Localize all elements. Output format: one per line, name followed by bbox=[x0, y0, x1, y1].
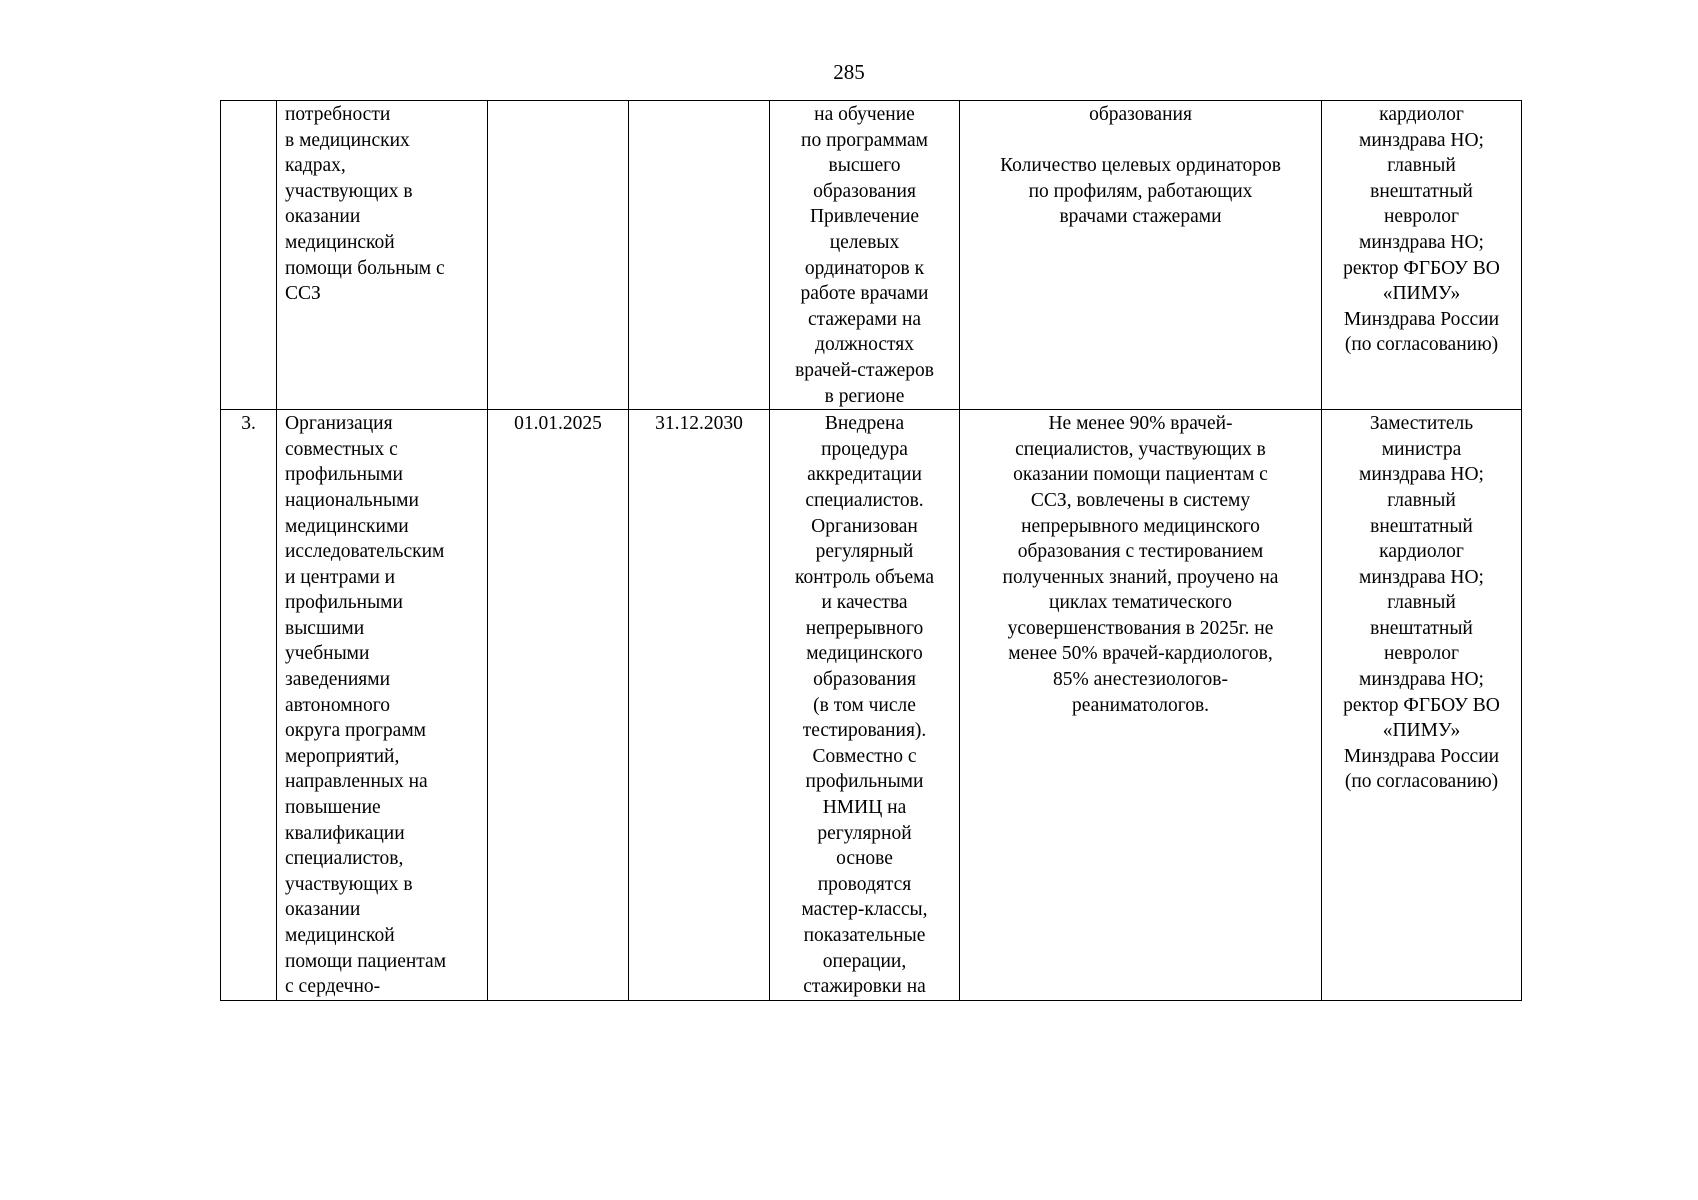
page-number: 285 bbox=[833, 60, 865, 84]
table-row bbox=[221, 101, 1522, 410]
cell-text-line: заведениями bbox=[285, 669, 391, 691]
cell-text-line: регулярной bbox=[817, 822, 912, 844]
responsible-cell bbox=[1322, 101, 1522, 410]
cell-text-line: Совместно с bbox=[812, 745, 917, 767]
indicator-cell bbox=[960, 410, 1322, 1001]
cell-text-line: целевых bbox=[829, 231, 900, 253]
table-body bbox=[221, 101, 1522, 1001]
cell-text-line: высшими bbox=[285, 617, 365, 639]
cell-text-line: аккредитации bbox=[807, 464, 922, 486]
cell-text-line: врачей-стажеров bbox=[795, 359, 934, 381]
cell-text-line: (по согласованию) bbox=[1344, 771, 1499, 793]
cell-text-line: Организован bbox=[811, 515, 918, 537]
cell-text-line: оказании bbox=[285, 206, 361, 228]
cell-text-line: 31.12.2030 bbox=[655, 413, 743, 435]
cell-text-line: операции, bbox=[822, 950, 907, 972]
cell-text-line: Не менее 90% врачей- bbox=[1048, 413, 1233, 435]
cell-text-line: с сердечно- bbox=[285, 976, 381, 998]
cell-text-line: контроль объема bbox=[795, 566, 934, 588]
cell-text-line: невролог bbox=[1383, 643, 1460, 665]
cell-text-line: в медицинских bbox=[285, 129, 410, 151]
cell-text-line: ССЗ, вовлечены в систему bbox=[1030, 489, 1251, 511]
cell-text-line: и качества bbox=[821, 592, 908, 614]
cell-text-line: главный bbox=[1387, 592, 1456, 614]
cell-text-line: повышение bbox=[285, 797, 381, 819]
cell-text-line: минздрава НО; bbox=[1359, 231, 1484, 253]
cell-text-line: профильными bbox=[805, 771, 924, 793]
cell-text-line: помощи пациентам bbox=[285, 950, 447, 972]
cell-text-line: медицинскими bbox=[285, 515, 409, 537]
cell-text-line: минздрава НО; bbox=[1359, 669, 1484, 691]
cell-text-line: образования bbox=[813, 180, 916, 202]
cell-text-line: мероприятий, bbox=[285, 745, 400, 767]
measures-table bbox=[220, 100, 1522, 1001]
indicator-cell bbox=[960, 101, 1322, 410]
cell-text-line: по профилям, работающих bbox=[1028, 180, 1253, 202]
cell-text-line: главный bbox=[1387, 155, 1456, 177]
cell-text-line: медицинского bbox=[806, 643, 923, 665]
cell-text-line: медицинской bbox=[285, 925, 395, 946]
cell-text-line: непрерывного bbox=[805, 617, 924, 639]
cell-text-line: по программам bbox=[801, 129, 928, 151]
cell-text-line: профильными bbox=[285, 464, 403, 486]
cell-text-line: ректор ФГБОУ ВО bbox=[1343, 257, 1500, 279]
cell-text-line: образования с тестированием bbox=[1017, 541, 1264, 563]
cell-text-line: кардиолог bbox=[1379, 541, 1464, 563]
cell-text-line: НМИЦ на bbox=[822, 797, 907, 819]
cell-text-line: в регионе bbox=[824, 385, 905, 407]
cell-text-line: образования bbox=[813, 669, 916, 691]
cell-text-line: внештатный bbox=[1370, 617, 1473, 639]
cell-text-line: потребности bbox=[285, 104, 391, 125]
cell-text-line: минздрава НО; bbox=[1359, 464, 1484, 486]
cell-text-line: (по согласованию) bbox=[1344, 334, 1499, 356]
cell-text-line: образования bbox=[1089, 104, 1192, 125]
cell-text-line: специалистов. bbox=[805, 489, 924, 511]
cell-text-line: помощи больным с bbox=[285, 257, 445, 279]
cell-text-line: минздрава НО; bbox=[1359, 129, 1484, 151]
cell-text-line: оказании bbox=[285, 899, 361, 921]
cell-text-line: направленных на bbox=[285, 771, 428, 793]
cell-text-line: Минздрава России bbox=[1343, 308, 1500, 330]
cell-text-line: 85% анестезиологов- bbox=[1053, 669, 1228, 691]
cell-text-line: должностях bbox=[815, 334, 914, 356]
cell-text-line: исследовательским bbox=[285, 541, 445, 563]
cell-text-line: специалистов, участвующих в bbox=[1015, 438, 1266, 460]
cell-text-line: врачами стажерами bbox=[1059, 206, 1222, 228]
cell-text-line: Внедрена bbox=[824, 413, 905, 435]
cell-text-line: работе врачами bbox=[800, 283, 929, 305]
cell-text-line: реаниматологов. bbox=[1071, 694, 1210, 716]
cell-text-line: Организация bbox=[285, 413, 393, 435]
cell-text-line: профильными bbox=[285, 592, 403, 614]
cell-text-line: невролог bbox=[1383, 206, 1460, 228]
end-date-cell bbox=[629, 410, 770, 1001]
activity-cell bbox=[277, 410, 488, 1001]
cell-text-line: главный bbox=[1387, 489, 1456, 511]
cell-text-line: Минздрава России bbox=[1343, 745, 1500, 767]
cell-text-line: внештатный bbox=[1370, 180, 1473, 202]
cell-text-line: учебными bbox=[285, 643, 370, 665]
cell-text-line: тестирования). bbox=[802, 720, 927, 742]
result-cell bbox=[770, 101, 960, 410]
result-cell bbox=[770, 410, 960, 1001]
cell-text-line: ординаторов к bbox=[804, 257, 925, 279]
cell-text-line: «ПИМУ» bbox=[1382, 283, 1461, 305]
cell-text-line: Количество целевых ординаторов bbox=[1000, 155, 1281, 177]
table-row bbox=[221, 410, 1522, 1001]
cell-text-line: Заместитель bbox=[1369, 413, 1474, 435]
cell-text-line: совместных с bbox=[285, 438, 398, 460]
responsible-cell bbox=[1322, 410, 1522, 1001]
cell-text-line: ССЗ bbox=[285, 283, 321, 305]
cell-text-line: округа программ bbox=[285, 720, 427, 742]
cell-text-line: показательные bbox=[803, 925, 926, 946]
cell-text-line: процедура bbox=[821, 438, 908, 460]
cell-text-line: стажировки на bbox=[803, 976, 926, 998]
cell-text-line: участвующих в bbox=[285, 180, 413, 202]
cell-text-line: специалистов, bbox=[285, 848, 404, 870]
cell-text-line: стажерами на bbox=[807, 308, 922, 330]
cell-text-line: регулярный bbox=[815, 541, 914, 563]
paragraph-gap bbox=[968, 128, 1313, 154]
cell-text-line: «ПИМУ» bbox=[1382, 720, 1461, 742]
cell-text-line: оказании помощи пациентам с bbox=[1013, 464, 1268, 486]
cell-text-line: полученных знаний, проучено на bbox=[1002, 566, 1279, 588]
cell-text-line: менее 50% врачей-кардиологов, bbox=[1008, 643, 1273, 665]
start-date-cell bbox=[488, 101, 629, 410]
cell-text-line: кардиолог bbox=[1379, 104, 1464, 125]
cell-text-line: автономного bbox=[285, 694, 390, 716]
cell-text-line: кадрах, bbox=[285, 155, 346, 177]
cell-text-line: минздрава НО; bbox=[1359, 566, 1484, 588]
cell-text-line: циклах тематического bbox=[1049, 592, 1232, 614]
cell-text-line: на обучение bbox=[814, 104, 915, 125]
row-number-cell bbox=[221, 101, 277, 410]
start-date-cell bbox=[488, 410, 629, 1001]
activity-cell bbox=[277, 101, 488, 410]
cell-text-line: проводятся bbox=[817, 873, 912, 895]
cell-text-line: 3. bbox=[241, 413, 256, 435]
cell-text-line: внештатный bbox=[1370, 515, 1473, 537]
cell-text-line: мастер-классы, bbox=[801, 899, 928, 921]
cell-text-line: и центрами и bbox=[285, 566, 396, 588]
cell-text-line: непрерывного медицинского bbox=[1021, 515, 1260, 537]
cell-text-line: усовершенствования в 2025г. не bbox=[1007, 617, 1274, 639]
cell-text-line: Привлечение bbox=[809, 206, 920, 228]
cell-text-line: министра bbox=[1381, 438, 1462, 460]
cell-text-line: национальными bbox=[285, 489, 419, 511]
cell-text-line: квалификации bbox=[285, 822, 405, 844]
cell-text-line: основе bbox=[836, 848, 893, 870]
row-number-cell bbox=[221, 410, 277, 1001]
cell-text-line: участвующих в bbox=[285, 873, 413, 895]
cell-text-line: высшего bbox=[828, 155, 901, 177]
cell-text-line: 01.01.2025 bbox=[514, 413, 602, 435]
cell-text-line: (в том числе bbox=[813, 694, 916, 716]
end-date-cell bbox=[629, 101, 770, 410]
cell-text-line: медицинской bbox=[285, 231, 395, 253]
cell-text-line: ректор ФГБОУ ВО bbox=[1343, 694, 1500, 716]
